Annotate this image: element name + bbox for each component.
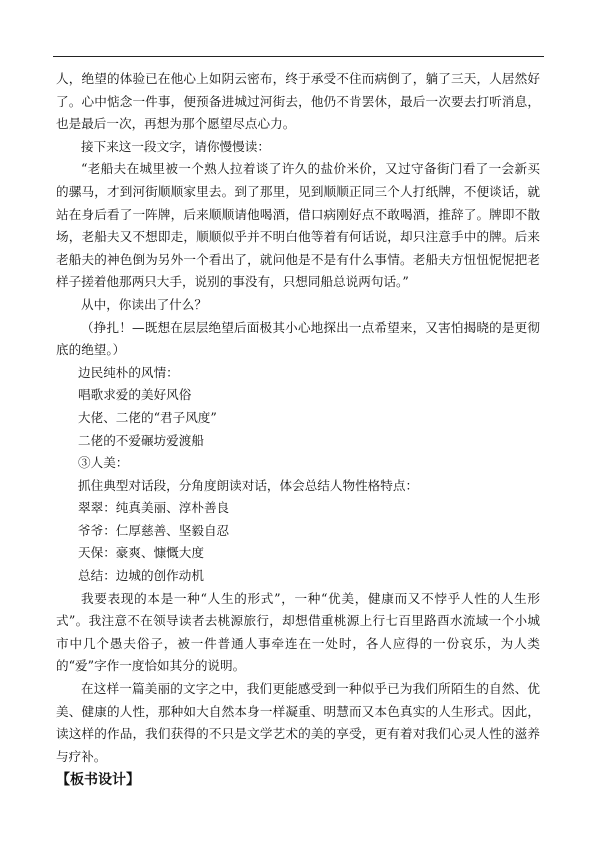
list-line: 总结：边城的创作动机	[78, 568, 204, 584]
list-line: 唱歌求爱的美好风俗	[78, 387, 192, 403]
document-body	[56, 68, 540, 792]
list-line: 大佬、二佬的“君子风度”	[78, 409, 217, 425]
paragraph-conclusion: 在这样一篇美丽的文字之中，我们更能感受到一种似乎已为我们所陌生的自然、优美、健康的人性，那种如大自然本身一样凝重、明慧而又本色真实的人生形式。因此，读这样的作品，我们获得的不只是文学艺术的美的享受，更有着对我们心灵人性的滋养与疗补。	[56, 681, 540, 764]
header-rule	[53, 56, 544, 57]
list-line: 翠翠：纯真美丽、淳朴善良	[78, 500, 230, 516]
paragraph-answer: （挣扎！—既想在层层绝望后面极其小心地探出一点希望来，又害怕揭晓的是更彻底的绝望。）	[56, 319, 540, 358]
paragraph-author-intent: 我要表现的本是一种“人生的形式”，一种“优美，健康而又不悖乎人性的人生形式”。我注意不在领导读者去桃源旅行，却想借重桃源上行七百里路酉水流域一个小城市中几个愚夫俗子，被一件普通人事牵连在一处时，各人应得的一份哀乐，为人类的“爱”字作一度恰如其分的说明。	[56, 590, 540, 674]
list-line: 抓住典型对话段，分角度朗读对话，体会总结人物性格特点：	[78, 477, 419, 493]
list-line: ③人美：	[78, 455, 129, 471]
list-line: 天保：豪爽、慷慨大度	[78, 545, 204, 561]
list-line: 爷爷：仁厚慈善、坚毅自忍	[78, 522, 230, 538]
list-line: 边民纯朴的风情：	[78, 364, 179, 380]
paragraph-quote: “老船夫在城里被一个熟人拉着谈了许久的盐价米价，又过守备街门看了一会新买的骡马，才到河街顺顺家里去。到了那里，见到顺顺正同三个人打纸牌，不便谈话，就站在身后看了一阵牌，后来顺顺请他喝酒，借口病刚好点不敢喝酒，推辞了。牌即不散场，老船夫又不想即走，顺顺似乎并不明白他等着有何话说，却只注意手中的牌。后来老船夫的神色倒为另外一个看出了，就问他是不是有什么事情。老船夫方忸忸怩怩把老样子搓着他那两只大手，说别的事没有，只想同船总说两句话。”	[56, 161, 540, 290]
list-line: 二佬的不爱碾坊爱渡船	[78, 432, 204, 448]
paragraph-instruction: 接下来这一段文字，请你慢慢读：	[81, 138, 270, 154]
paragraph-question: 从中，你读出了什么？	[81, 296, 207, 312]
paragraph-continuation: 人，绝望的体验已在他心上如阴云密布，终于承受不住而病倒了，躺了三天，人居然好了。心中惦念一件事，便预备进城过河街去，他仍不肯罢休，最后一次要去打听消息，也是最后一次，再想为那个愿望尽点心力。	[56, 71, 540, 132]
section-heading: 【板书设计】	[56, 772, 140, 789]
